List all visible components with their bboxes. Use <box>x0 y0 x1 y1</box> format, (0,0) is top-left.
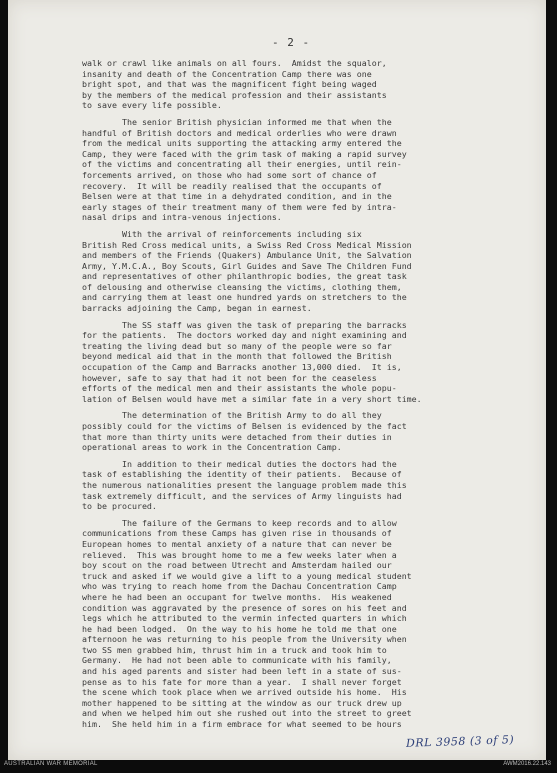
text-line: With the arrival of reinforcements including six <box>82 228 362 239</box>
text-line: and when we helped him out she rushed out into the street to greet <box>82 708 412 719</box>
page-number: - 2 - <box>272 36 311 49</box>
text-line: for the patients. The doctors worked day and night examining and <box>82 330 407 341</box>
text-line: walk or crawl like animals on all fours. Amidst the squalor, <box>82 58 387 68</box>
text-line: treating the living dead but so many of the people were so far <box>82 340 392 351</box>
typed-letter <box>8 0 546 760</box>
text-line: task extremely difficult, and the services of Army linguists had <box>82 490 402 501</box>
footer-credit: AUSTRALIAN WAR MEMORIAL <box>4 761 98 767</box>
text-line: The SS staff was given the task of preparing the barracks <box>82 319 407 330</box>
text-line: who was trying to reach home from the Dachau Concentration Camp <box>82 581 397 592</box>
text-line: from the medical units supporting the attacking army entered the <box>82 138 402 149</box>
text-line: truck and asked if we would give a lift to a young medical student <box>82 570 412 581</box>
document-page <box>8 0 546 760</box>
text-line: The determination of the British Army to do all they <box>82 410 382 421</box>
text-line: recovery. It will be readily realised that the occupants of <box>82 180 382 191</box>
text-line: by the members of the medical profession and their assistants <box>82 89 387 100</box>
text-line: and members of the Friends (Quakers) Ambulance Unit, the Salvation <box>82 250 412 261</box>
text-line: beyond medical aid that in the month that followed the British <box>82 351 392 362</box>
text-line: Germany. He had not been able to communicate with his family, <box>82 655 392 666</box>
text-line: two SS men grabbed him, thrust him in a truck and took him to <box>82 644 387 655</box>
text-line: forcements arrived, on those who had some sort of chance of <box>82 169 377 180</box>
text-line: early stages of their treatment many of them were fed by intra- <box>82 201 397 212</box>
paragraph <box>82 518 542 730</box>
text-line: of delousing and otherwise cleansing the victims, clothing them, <box>82 281 402 292</box>
footer-id: AWM2016.22.143 <box>503 761 551 767</box>
paragraph <box>82 117 542 223</box>
text-line: possibly could for the victims of Belsen is evidenced by the fact <box>82 421 407 431</box>
text-line: operational areas to work in the Concentration Camp. <box>82 442 342 453</box>
text-line: and carrying them at least one hundred yards on stretchers to the <box>82 292 407 303</box>
text-line: mother happened to be sitting at the window as our truck drew up <box>82 697 402 708</box>
text-line: bright spot, and that was the magnificent fight being waged <box>82 79 377 90</box>
text-line: relieved. This was brought home to me a few weeks later when a <box>82 549 397 560</box>
text-line: occupation of the Camp and Barracks another 13,000 died. It is, <box>82 362 402 373</box>
body-text <box>82 58 542 736</box>
paragraph <box>82 58 542 111</box>
text-line: that more than thirty units were detached from their duties in <box>82 431 392 442</box>
text-line: nasal drips and intra-venous injections. <box>82 212 282 223</box>
text-line: barracks adjoining the Camp, began in earnest. <box>82 303 312 314</box>
paragraph <box>82 410 542 452</box>
text-line: the numerous nationalities present the language problem made this <box>82 479 407 490</box>
text-line: to be procured. <box>82 501 157 512</box>
text-line: task of establishing the identity of their patients. Because of <box>82 469 402 480</box>
text-line: handful of British doctors and medical orderlies who were drawn <box>82 127 397 138</box>
text-line: The failure of the Germans to keep records and to allow <box>82 517 397 528</box>
text-line: Army, Y.M.C.A., Boy Scouts, Girl Guides and Save The Children Fund <box>82 260 412 271</box>
text-line: of the victims and concentrating all their energies, until rein- <box>82 159 402 170</box>
text-line: and representatives of other philanthropic bodies, the great task <box>82 271 407 282</box>
text-line: communications from these Camps has given rise in thousands of <box>82 528 392 539</box>
text-line: lation of Belsen would have met a similar fate in a very short time. <box>82 393 422 404</box>
text-line: the scene which took place when we arrived outside his home. His <box>82 687 407 698</box>
text-line: British Red Cross medical units, a Swiss Red Cross Medical Mission <box>82 239 412 250</box>
text-line: The senior British physician informed me that when the <box>82 116 392 127</box>
handwritten-annotation: DRL 3958 (3 of 5) <box>405 733 515 750</box>
text-line: however, safe to say that had it not been for the ceaseless <box>82 372 377 383</box>
text-line: where he had been an occupant for twelve months. His weakened <box>82 591 392 602</box>
text-line: In addition to their medical duties the doctors had the <box>82 458 397 469</box>
text-line: him. She held him in a firm embrace for what seemed to be hours <box>82 719 402 730</box>
text-line: afternoon he was returning to his people from the University when <box>82 634 407 645</box>
text-line: he had been lodged. On the way to his home he told me that one <box>82 623 397 634</box>
paragraph <box>82 459 542 512</box>
text-line: condition was aggravated by the presence of sores on his feet and <box>82 602 407 613</box>
text-line: Camp, they were faced with the grim task of making a rapid survey <box>82 148 407 159</box>
text-line: boy scout on the road between Utrecht and Amsterdam hailed our <box>82 560 392 571</box>
text-line: and his aged parents and sister had been left in a state of sus- <box>82 666 402 677</box>
paragraph <box>82 229 542 314</box>
text-line: European homes to mental anxiety of a nature that can never be <box>82 538 392 549</box>
text-line: legs which he attributed to the vermin infected quarters in which <box>82 613 407 624</box>
text-line: insanity and death of the Concentration Camp there was one <box>82 68 372 79</box>
text-line: to save every life possible. <box>82 100 222 111</box>
text-line: efforts of the medical men and their assistants the whole popu- <box>82 383 397 394</box>
text-line: Belsen were at that time in a dehydrated condition, and in the <box>82 191 392 202</box>
paragraph <box>82 320 542 405</box>
text-line: pense as to his fate for more than a year. I shall never forget <box>82 676 402 687</box>
